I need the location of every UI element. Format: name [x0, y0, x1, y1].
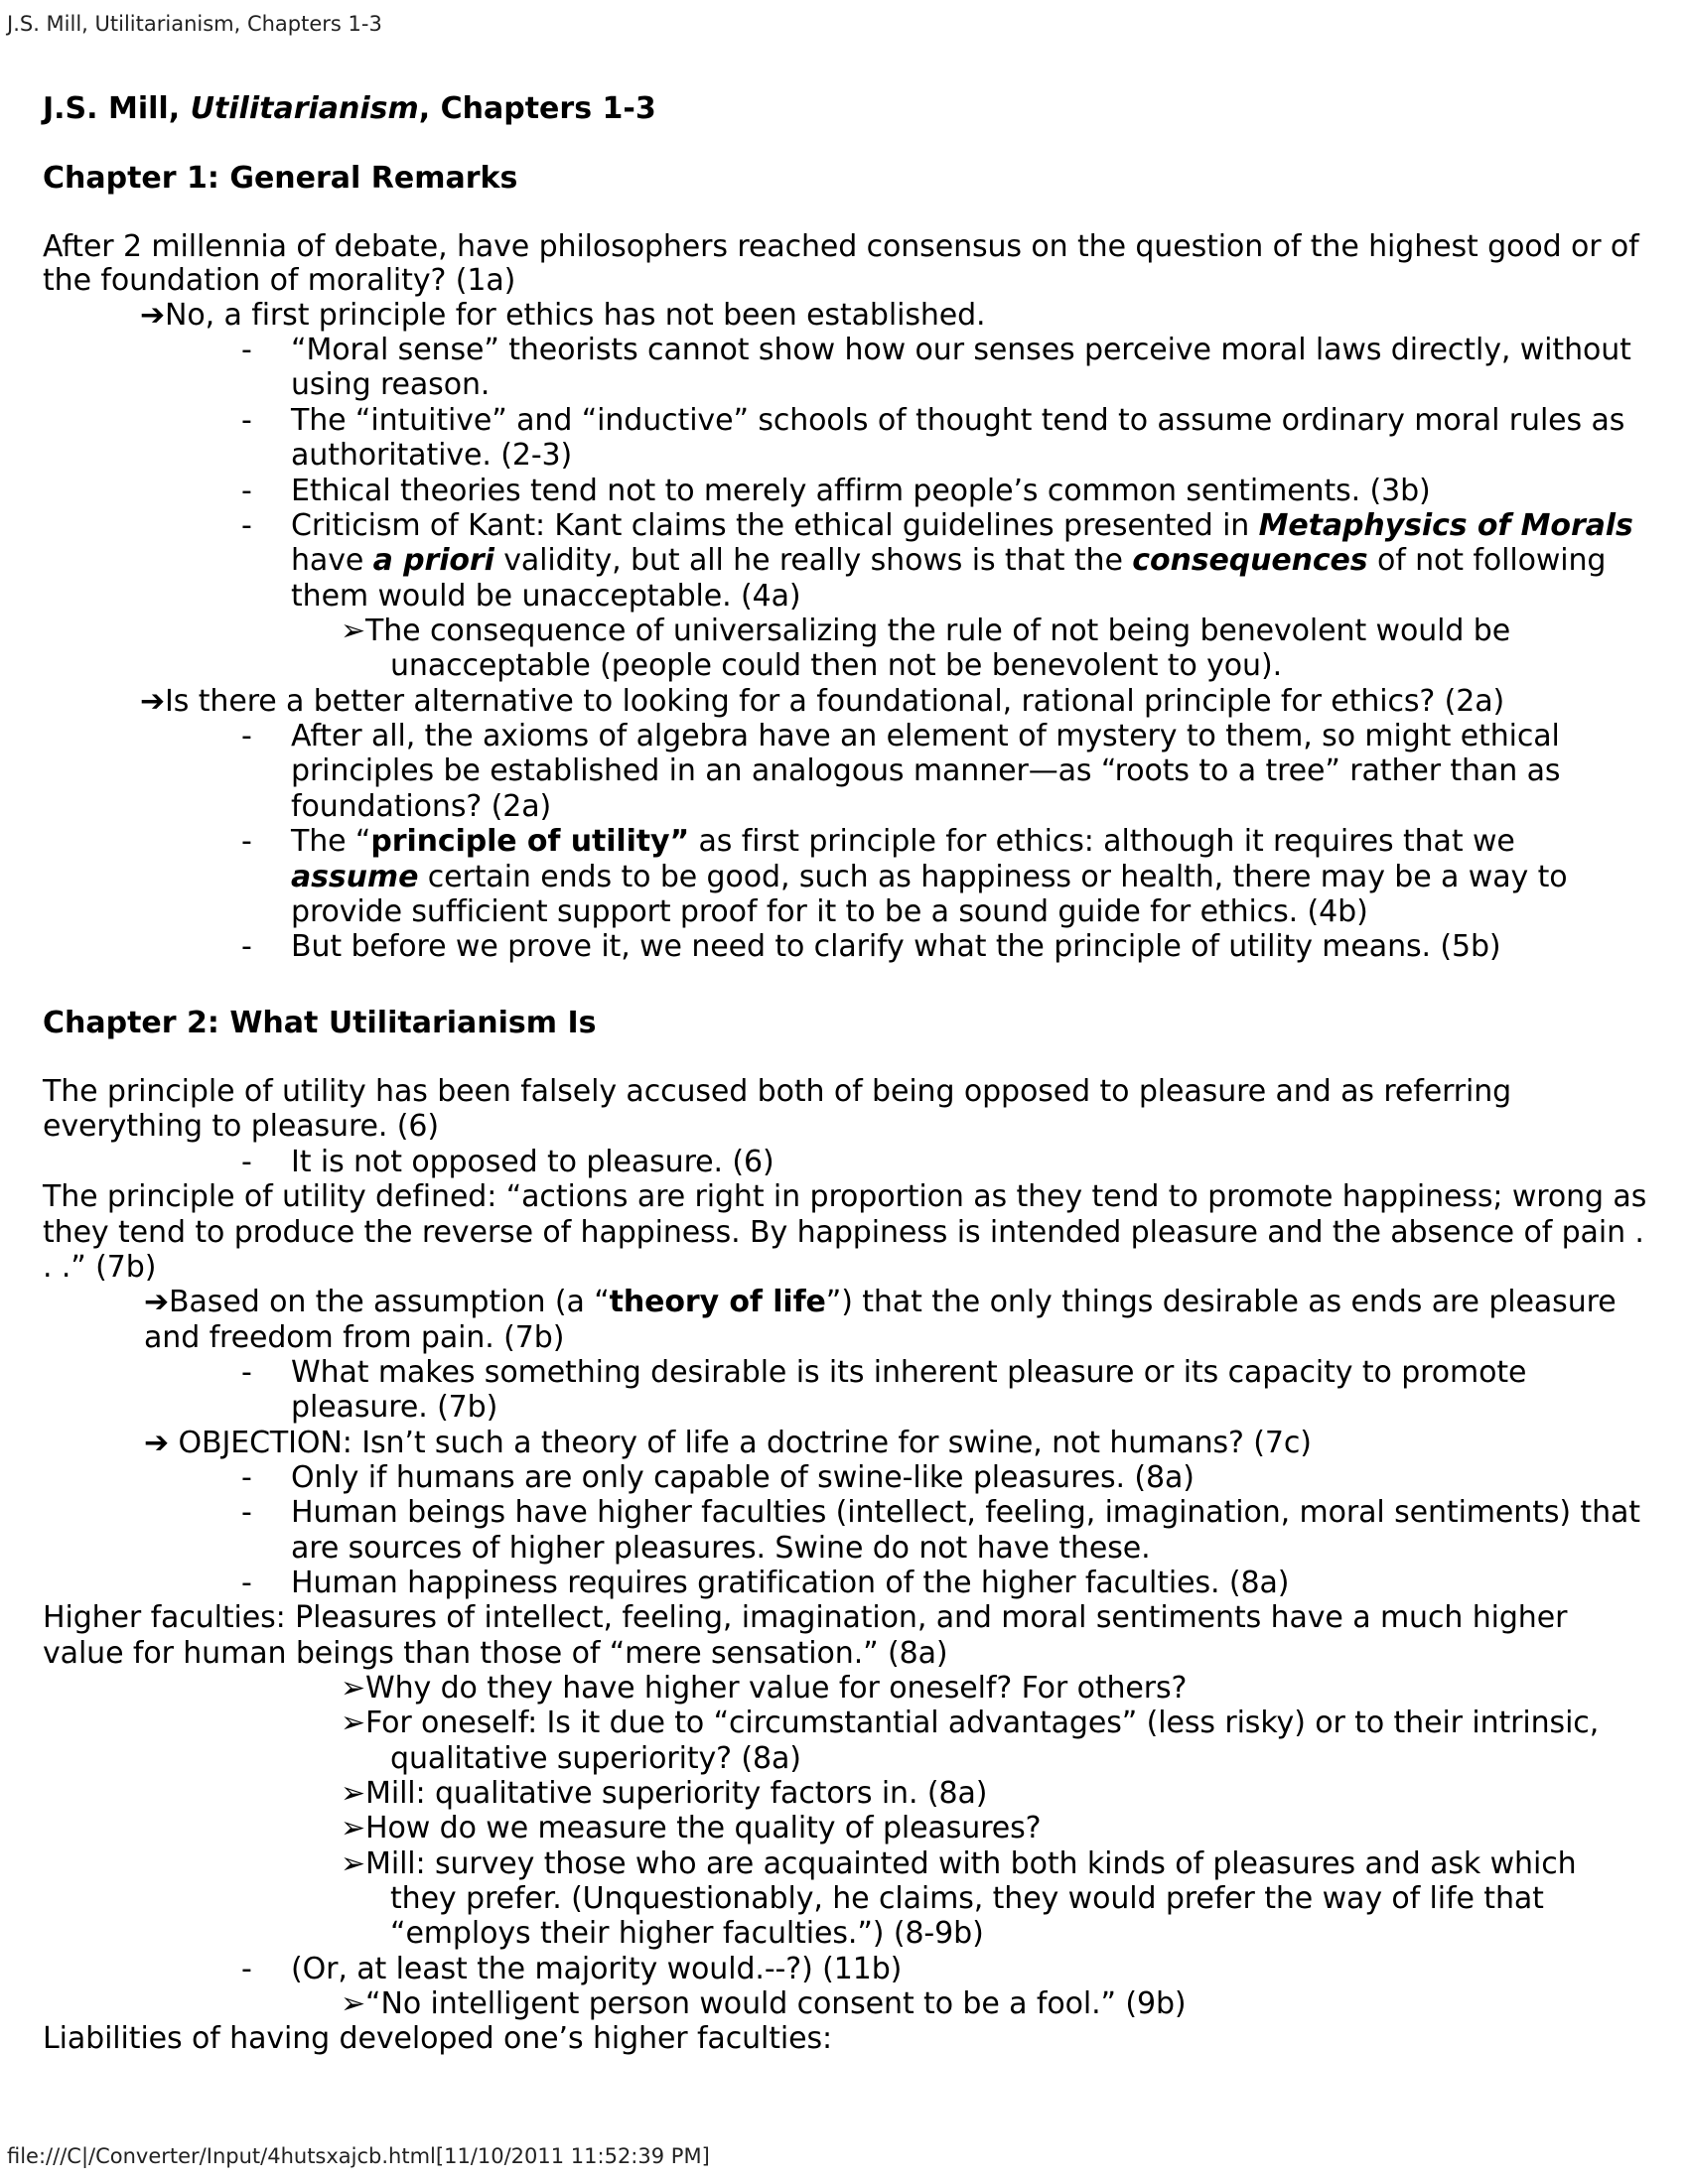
bullet-text: using reason. — [291, 367, 491, 402]
bullet-text: What makes something desirable is its inherent pleasure or its capacity to promote — [291, 1355, 1527, 1390]
bullet-text: Criticism of Kant: Kant claims the ethical guidelines presented in Metaphysics of Morals — [291, 508, 1633, 543]
sub-bullet: ➢Why do they have higher value for oneself? For others? — [341, 1671, 1188, 1706]
paragraph-line: The principle of utility defined: “actions are right in proportion as they tend to promote happiness; wrong as — [43, 1179, 1647, 1214]
arrow-item: ➔Is there a better alternative to looking for a foundational, rational principle for ethics? (2a) — [140, 684, 1505, 719]
bullet-text: foundations? (2a) — [291, 789, 552, 824]
dash-bullet: - — [241, 1145, 252, 1179]
sub-bullet: ➢“No intelligent person would consent to be a fool.” (9b) — [341, 1986, 1187, 2021]
paragraph-line: The principle of utility has been falsely accused both of being opposed to pleasure and as referring — [43, 1074, 1512, 1109]
sub-bullet-text: qualitative superiority? (8a) — [390, 1741, 801, 1776]
bullet-text: Human beings have higher faculties (intellect, feeling, imagination, moral sentiments) that — [291, 1495, 1640, 1530]
bullet-text: authoritative. (2-3) — [291, 438, 573, 473]
sub-bullet-text: unacceptable (people could then not be benevolent to you). — [390, 648, 1283, 683]
dash-bullet: - — [241, 508, 252, 543]
sub-bullet: ➢For oneself: Is it due to “circumstantial advantages” (less risky) or to their intrinsic, — [341, 1706, 1600, 1740]
bullet-text: have a priori validity, but all he really shows is that the consequences of not following — [291, 543, 1607, 578]
chapter-1-heading: Chapter 1: General Remarks — [43, 161, 518, 196]
arrow-item-text: and freedom from pain. (7b) — [144, 1320, 565, 1355]
bullet-text: It is not opposed to pleasure. (6) — [291, 1145, 774, 1179]
triangle-bullet-icon: ➢ — [341, 1776, 366, 1811]
bullet-text: The “intuitive” and “inductive” schools of thought tend to assume ordinary moral rules as — [291, 403, 1625, 438]
bullet-text: But before we prove it, we need to clarify what the principle of utility means. (5b) — [291, 929, 1501, 964]
dash-bullet: - — [241, 1952, 252, 1986]
triangle-bullet-icon: ➢ — [341, 1671, 366, 1706]
bullet-text: provide sufficient support proof for it to be a sound guide for ethics. (4b) — [291, 894, 1368, 929]
bullet-text: After all, the axioms of algebra have an element of mystery to them, so might ethical — [291, 719, 1560, 753]
bullet-text: are sources of higher pleasures. Swine do not have these. — [291, 1531, 1151, 1566]
triangle-bullet-icon: ➢ — [341, 1846, 366, 1881]
bullet-text: Human happiness requires gratification of the higher faculties. (8a) — [291, 1566, 1290, 1600]
dash-bullet: - — [241, 1460, 252, 1495]
triangle-bullet-icon: ➢ — [341, 1706, 366, 1740]
arrow-item: ➔Based on the assumption (a “theory of life”) that the only things desirable as ends are pleasure — [144, 1285, 1617, 1319]
bullet-text: pleasure. (7b) — [291, 1390, 498, 1425]
arrow-icon: ➔ — [140, 298, 166, 333]
page-footer: file:///C|/Converter/Input/4hutsxajcb.html[11/10/2011 11:52:39 PM] — [7, 2144, 710, 2168]
bullet-text: “Moral sense” theorists cannot show how our senses perceive moral laws directly, without — [291, 333, 1631, 367]
dash-bullet: - — [241, 719, 252, 753]
bullet-text: Only if humans are only capable of swine-like pleasures. (8a) — [291, 1460, 1195, 1495]
dash-bullet: - — [241, 1566, 252, 1600]
arrow-icon: ➔ — [144, 1426, 170, 1460]
triangle-bullet-icon: ➢ — [341, 614, 366, 648]
sub-bullet: ➢Mill: qualitative superiority factors in. (8a) — [341, 1776, 988, 1811]
ch1-intro-line-2: the foundation of morality? (1a) — [43, 263, 516, 298]
bullet-text: Ethical theories tend not to merely affirm people’s common sentiments. (3b) — [291, 474, 1431, 508]
ch1-intro-line-1: After 2 millennia of debate, have philosophers reached consensus on the question of the highest good or of — [43, 229, 1639, 264]
chapter-2-heading: Chapter 2: What Utilitarianism Is — [43, 1006, 597, 1040]
triangle-bullet-icon: ➢ — [341, 1986, 366, 2021]
bullet-text: them would be unacceptable. (4a) — [291, 579, 801, 614]
sub-bullet-text: they prefer. (Unquestionably, he claims, they would prefer the way of life that — [390, 1881, 1544, 1916]
arrow-icon: ➔ — [140, 684, 166, 719]
sub-bullet-text: “employs their higher faculties.”) (8-9b) — [390, 1916, 984, 1951]
triangle-bullet-icon: ➢ — [341, 1811, 366, 1845]
bullet-text: assume certain ends to be good, such as happiness or health, there may be a way to — [291, 860, 1568, 894]
sub-bullet: ➢The consequence of universalizing the rule of not being benevolent would be — [341, 614, 1511, 648]
arrow-item: ➔No, a first principle for ethics has not been established. — [140, 298, 986, 333]
bullet-text: The “principle of utility” as first principle for ethics: although it requires that we — [291, 824, 1515, 859]
dash-bullet: - — [241, 474, 252, 508]
dash-bullet: - — [241, 1355, 252, 1390]
sub-bullet: ➢How do we measure the quality of pleasures? — [341, 1811, 1042, 1845]
dash-bullet: - — [241, 403, 252, 438]
dash-bullet: - — [241, 1495, 252, 1530]
sub-bullet: ➢Mill: survey those who are acquainted with both kinds of pleasures and ask which — [341, 1846, 1577, 1881]
paragraph-line: Liabilities of having developed one’s higher faculties: — [43, 2021, 833, 2056]
paragraph-line: . .” (7b) — [43, 1250, 157, 1285]
document-title: J.S. Mill, Utilitarianism, Chapters 1-3 — [43, 91, 656, 126]
bullet-text: principles be established in an analogous manner—as “roots to a tree” rather than as — [291, 753, 1561, 788]
bullet-text: (Or, at least the majority would.--?) (11b) — [291, 1952, 903, 1986]
arrow-item: ➔ OBJECTION: Isn’t such a theory of life a doctrine for swine, not humans? (7c) — [144, 1426, 1312, 1460]
dash-bullet: - — [241, 333, 252, 367]
paragraph-line: value for human beings than those of “mere sensation.” (8a) — [43, 1636, 948, 1671]
dash-bullet: - — [241, 929, 252, 964]
paragraph-line: everything to pleasure. (6) — [43, 1109, 439, 1144]
paragraph-line: Higher faculties: Pleasures of intellect, feeling, imagination, and moral sentiments have a much higher — [43, 1600, 1568, 1635]
dash-bullet: - — [241, 824, 252, 859]
paragraph-line: they tend to produce the reverse of happiness. By happiness is intended pleasure and the absence of pain . — [43, 1215, 1644, 1250]
page-header: J.S. Mill, Utilitarianism, Chapters 1-3 — [7, 12, 382, 36]
arrow-icon: ➔ — [144, 1285, 170, 1319]
